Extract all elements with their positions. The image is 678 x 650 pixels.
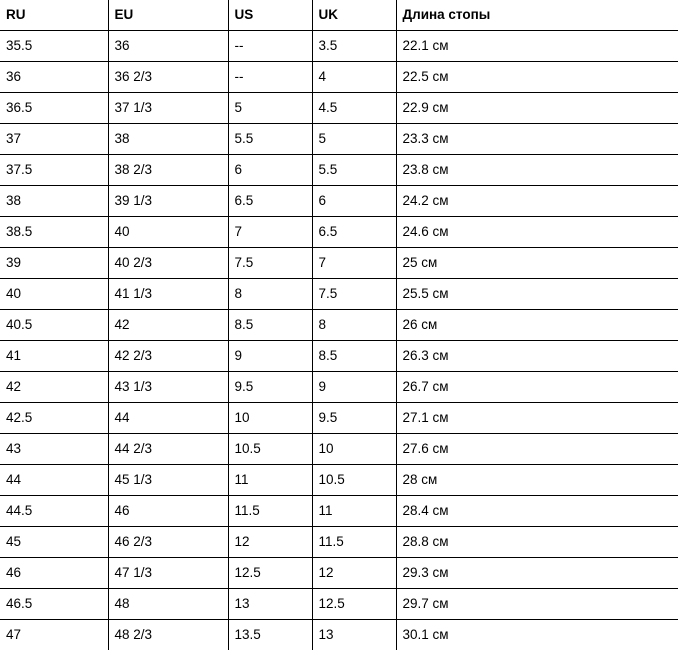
cell-ru: 47 [0,620,108,650]
cell-uk: 10 [312,434,396,465]
cell-us: 8.5 [228,310,312,341]
cell-eu: 37 1/3 [108,93,228,124]
cell-foot-length: 29.3 см [396,558,678,589]
cell-uk: 11 [312,496,396,527]
cell-us: 5.5 [228,124,312,155]
cell-eu: 43 1/3 [108,372,228,403]
cell-ru: 38.5 [0,217,108,248]
cell-uk: 12 [312,558,396,589]
table-row [0,310,678,341]
cell-eu: 40 2/3 [108,248,228,279]
cell-eu: 44 2/3 [108,434,228,465]
cell-us: 10.5 [228,434,312,465]
cell-ru: 36 [0,62,108,93]
cell-foot-length: 29.7 см [396,589,678,620]
cell-foot-length: 27.1 см [396,403,678,434]
cell-us: -- [228,31,312,62]
cell-foot-length: 28.8 см [396,527,678,558]
table-row [0,372,678,403]
cell-ru: 42 [0,372,108,403]
cell-ru: 37 [0,124,108,155]
table-row [0,403,678,434]
cell-foot-length: 24.2 см [396,186,678,217]
cell-us: 6.5 [228,186,312,217]
cell-us: 10 [228,403,312,434]
cell-eu: 47 1/3 [108,558,228,589]
column-header-foot-length: Длина стопы [396,0,678,31]
cell-eu: 46 2/3 [108,527,228,558]
cell-us: 11.5 [228,496,312,527]
cell-uk: 9 [312,372,396,403]
cell-us: 9.5 [228,372,312,403]
cell-uk: 13 [312,620,396,650]
cell-us: 11 [228,465,312,496]
table-row [0,620,678,650]
cell-foot-length: 26.7 см [396,372,678,403]
cell-foot-length: 22.5 см [396,62,678,93]
cell-ru: 35.5 [0,31,108,62]
table-row [0,589,678,620]
table-row [0,279,678,310]
cell-foot-length: 22.9 см [396,93,678,124]
table-row [0,217,678,248]
cell-uk: 6.5 [312,217,396,248]
cell-uk: 5 [312,124,396,155]
cell-eu: 44 [108,403,228,434]
cell-eu: 39 1/3 [108,186,228,217]
cell-ru: 41 [0,341,108,372]
cell-uk: 7 [312,248,396,279]
cell-ru: 39 [0,248,108,279]
table-row [0,186,678,217]
table-row [0,341,678,372]
cell-uk: 10.5 [312,465,396,496]
table-header [0,0,678,31]
cell-uk: 11.5 [312,527,396,558]
cell-ru: 46 [0,558,108,589]
cell-ru: 40.5 [0,310,108,341]
cell-uk: 7.5 [312,279,396,310]
cell-foot-length: 26.3 см [396,341,678,372]
table-row [0,434,678,465]
cell-us: -- [228,62,312,93]
cell-ru: 44 [0,465,108,496]
cell-us: 6 [228,155,312,186]
cell-uk: 12.5 [312,589,396,620]
table-row [0,124,678,155]
cell-uk: 3.5 [312,31,396,62]
cell-eu: 48 [108,589,228,620]
cell-foot-length: 28.4 см [396,496,678,527]
cell-foot-length: 25 см [396,248,678,279]
table-header-row [0,0,678,31]
cell-uk: 9.5 [312,403,396,434]
cell-eu: 36 [108,31,228,62]
cell-foot-length: 24.6 см [396,217,678,248]
cell-foot-length: 23.3 см [396,124,678,155]
cell-ru: 36.5 [0,93,108,124]
cell-uk: 8 [312,310,396,341]
cell-ru: 43 [0,434,108,465]
cell-us: 9 [228,341,312,372]
cell-us: 7 [228,217,312,248]
cell-ru: 44.5 [0,496,108,527]
table-row [0,155,678,186]
cell-us: 12.5 [228,558,312,589]
cell-uk: 6 [312,186,396,217]
cell-eu: 36 2/3 [108,62,228,93]
cell-eu: 48 2/3 [108,620,228,650]
table-row [0,465,678,496]
column-header-eu: EU [108,0,228,31]
cell-eu: 42 [108,310,228,341]
cell-eu: 38 [108,124,228,155]
cell-foot-length: 25.5 см [396,279,678,310]
cell-uk: 8.5 [312,341,396,372]
cell-ru: 46.5 [0,589,108,620]
cell-us: 7.5 [228,248,312,279]
cell-foot-length: 26 см [396,310,678,341]
column-header-uk: UK [312,0,396,31]
cell-ru: 42.5 [0,403,108,434]
cell-ru: 38 [0,186,108,217]
cell-us: 5 [228,93,312,124]
cell-foot-length: 30.1 см [396,620,678,650]
cell-eu: 46 [108,496,228,527]
cell-us: 13.5 [228,620,312,650]
cell-foot-length: 22.1 см [396,31,678,62]
cell-eu: 45 1/3 [108,465,228,496]
cell-us: 12 [228,527,312,558]
cell-us: 8 [228,279,312,310]
table-row [0,496,678,527]
table-row [0,62,678,93]
table-row [0,93,678,124]
cell-foot-length: 27.6 см [396,434,678,465]
cell-uk: 4 [312,62,396,93]
table-row [0,248,678,279]
cell-ru: 37.5 [0,155,108,186]
cell-ru: 40 [0,279,108,310]
cell-eu: 41 1/3 [108,279,228,310]
cell-foot-length: 23.8 см [396,155,678,186]
column-header-us: US [228,0,312,31]
table-row [0,558,678,589]
cell-eu: 42 2/3 [108,341,228,372]
table-row [0,31,678,62]
column-header-ru: RU [0,0,108,31]
cell-eu: 38 2/3 [108,155,228,186]
cell-eu: 40 [108,217,228,248]
cell-us: 13 [228,589,312,620]
table-row [0,527,678,558]
cell-foot-length: 28 см [396,465,678,496]
cell-uk: 5.5 [312,155,396,186]
table-body [0,31,678,650]
cell-ru: 45 [0,527,108,558]
cell-uk: 4.5 [312,93,396,124]
